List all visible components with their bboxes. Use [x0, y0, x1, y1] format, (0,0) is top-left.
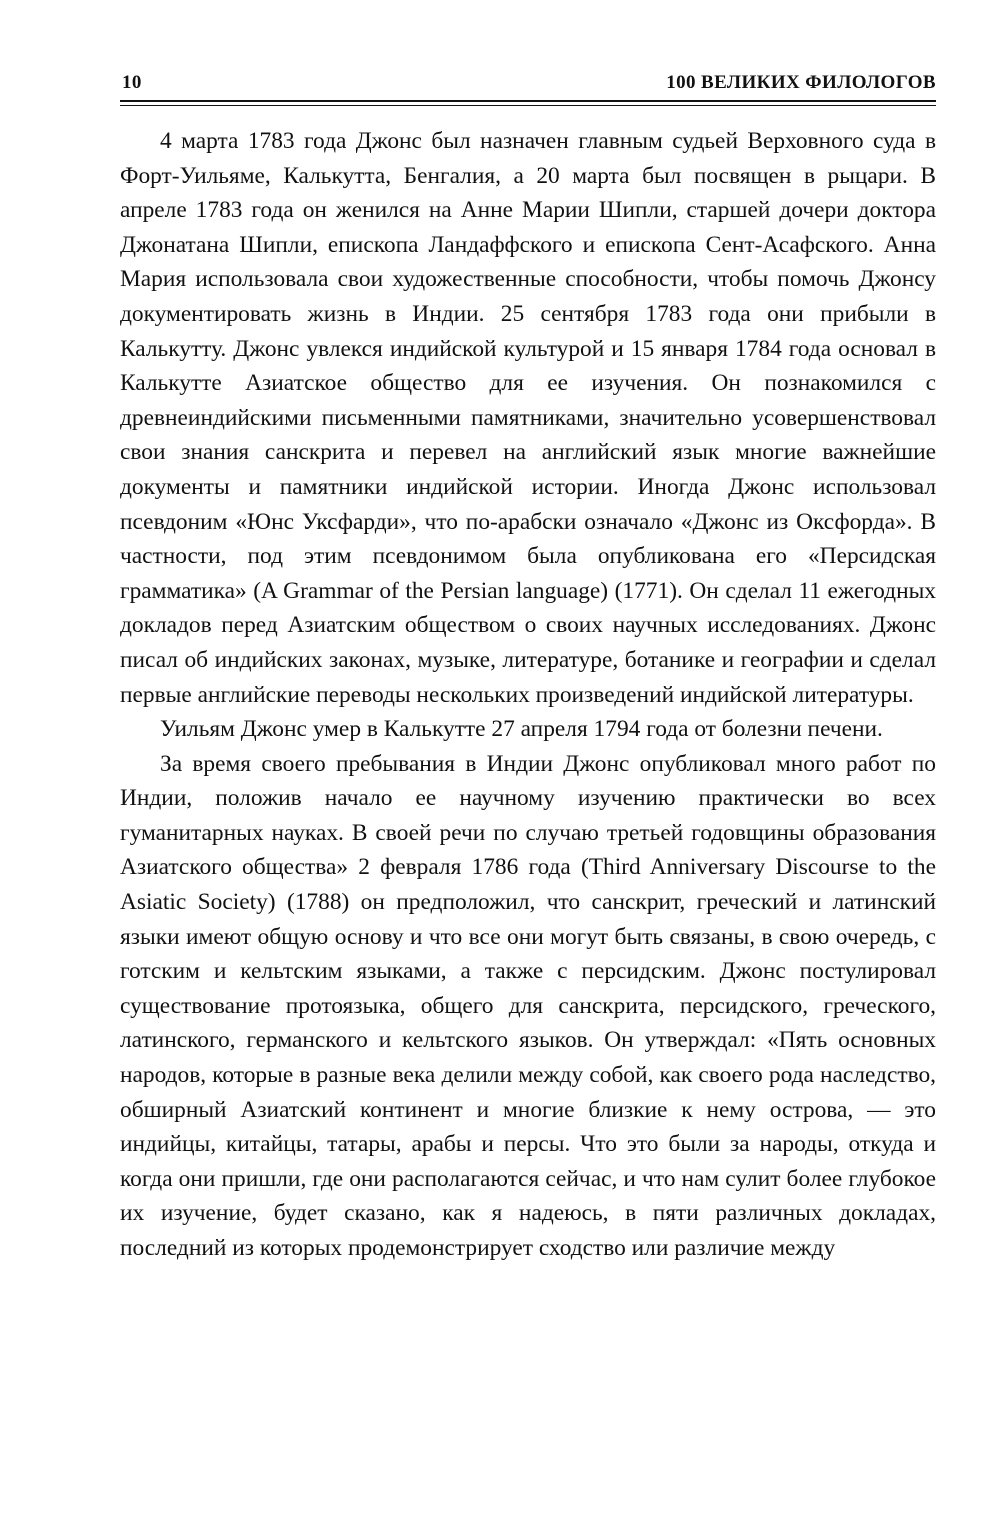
paragraph-2: Уильям Джонс умер в Калькутте 27 апреля 1794 года от болезни печени.	[160, 716, 883, 743]
running-title: 100 ВЕЛИКИХ ФИЛОЛОГОВ	[666, 72, 936, 93]
book-page	[120, 0, 936, 1536]
header-rule-thick	[120, 100, 936, 102]
header-rule-thin	[120, 105, 936, 106]
paragraph-1: 4 марта 1783 года Джонс был назначен главным судьей Верховного суда в Форт-Уильяме, Калькутта, Бенгалия, а 20 марта был посвящен в рыцари. В апреле 1783 года он женился на Анне Марии Шипли, старшей дочери доктора Джонатана Шипли, епископа Ландаффского и епископа Сент-Асафского. Анна Мария использовала свои художественные способности, чтобы помочь Джонсу документировать жизнь в Индии. 25 сентября 1783 года они прибыли в Калькутту. Джонс увлекся индийской культурой и 15 января 1784 года основал в Калькутте Азиатское общество для ее изучения. Он познакомился с древнеиндийскими письменными памятниками, значительно усовершенствовал свои знания санскрита и перевел на английский язык многие важнейшие документы и памятники индийской истории. Иногда Джонс использовал псевдоним «Юнс Уксфарди», что по-арабски означало «Джонс из Оксфорда». В частности, под этим псевдонимом была опубликована его «Персидская грамматика» (A Grammar of the Persian language) (1771). Он сделал 11 ежегодных докладов перед Азиатским обществом о своих научных исследованиях. Джонс писал об индийских законах, музыке, литературе, ботанике и географии и сделал первые английские переводы нескольких произведений индийской литературы.	[120, 128, 936, 708]
page-number: 10	[122, 72, 142, 93]
paragraph-3: За время своего пребывания в Индии Джонс опубликовал много работ по Индии, положив начало ее научному изучению практически во всех гуманитарных науках. В своей речи по случаю третьей годовщины образования Азиатского общества» 2 февраля 1786 года (Third Anniversary Discourse to the Asiatic Society) (1788) он предположил, что санскрит, греческий и латинский языки имеют общую основу и что все они могут быть связаны, в свою очередь, с готским и кельтским языками, а также с персидским. Джонс постулировал существование протоязыка, общего для санскрита, персидского, греческого, латинского, германского и кельтского языков. Он утверждал: «Пять основных народов, которые в разные века делили между собой, как своего рода наследство, обширный Азиатский континент и многие близкие к нему острова, — это индийцы, китайцы, татары, арабы и персы. Что это были за народы, откуда и когда они пришли, где они располагаются сейчас, и что нам сулит более глубокое их изучение, будет сказано, как я надеюсь, в пяти различных докладах, последний из которых продемонстрирует сходство или различие между	[120, 750, 936, 1261]
body-text	[120, 124, 936, 1266]
